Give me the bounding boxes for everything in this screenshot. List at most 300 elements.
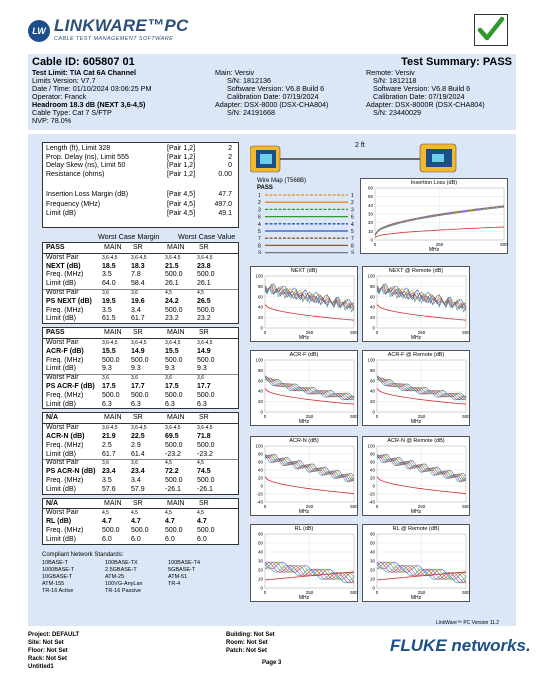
y-tick-label: -20	[368, 491, 375, 497]
graph-plot	[251, 267, 359, 343]
row-value: 500.0	[131, 356, 149, 364]
length-label: 2 ft	[355, 142, 365, 149]
graph-plot	[363, 351, 471, 427]
measurement-table	[42, 327, 239, 409]
row-value: 500.0	[197, 526, 215, 534]
main-cal: Calibration Date: 07/19/2024	[227, 92, 319, 101]
row-value: 3,6	[102, 375, 109, 382]
y-tick-label: 80	[257, 283, 263, 289]
row-value: 500.0	[197, 391, 215, 399]
summary-pair: [Pair 1,2]	[167, 153, 196, 161]
y-tick-label: 80	[369, 451, 375, 457]
linkware-badge: LW	[28, 20, 50, 42]
y-tick-label: 60	[367, 185, 373, 191]
footer-room: Room: Not Set	[226, 640, 268, 646]
x-tick-label: 0	[375, 414, 379, 419]
summary-value: 497.0	[214, 200, 232, 208]
graph-plot	[251, 351, 359, 427]
standard-item: ATM-51	[168, 574, 188, 580]
wire-map-status: PASS	[257, 185, 273, 191]
main-unit: Main: Versiv	[215, 68, 255, 77]
cable-id: Cable ID: 605807 01	[32, 56, 135, 68]
y-tick-label: 40	[369, 549, 375, 555]
row-value: 9.3	[165, 365, 175, 373]
block-status: PASS	[46, 329, 65, 337]
y-tick-label: 20	[369, 567, 375, 573]
pass-check-icon	[474, 14, 508, 46]
row-value: 3,6	[197, 375, 204, 382]
summary-pair: [Pair 1,2]	[167, 145, 196, 152]
row-value: 500.0	[197, 306, 215, 314]
x-tick-label: 250	[417, 414, 426, 419]
row-value: 500.0	[165, 476, 183, 484]
row-value: 58.4	[131, 280, 145, 288]
wire-pin-left: 5	[258, 229, 261, 235]
x-tick-label: 250	[417, 330, 426, 335]
graph-x-unit: MHz	[298, 335, 310, 341]
graph-plot	[363, 267, 471, 343]
summary-label: Length (ft), Limit 328	[46, 145, 111, 152]
wire-map-title: Wire Map (T568B)	[257, 178, 307, 184]
row-value: 4.7	[165, 518, 175, 526]
row-value: 3,6-4,5	[165, 254, 181, 261]
x-tick-label: 250	[417, 504, 426, 509]
column-header: SR	[199, 244, 209, 251]
row-label: Worst Pair	[46, 509, 79, 517]
row-value: 3,6	[165, 375, 172, 382]
row-value: -26.1	[197, 485, 213, 493]
row-value: 61.5	[102, 315, 116, 323]
remote-sw: Software Version: V6.8 Build 6	[373, 84, 471, 93]
standard-item: 100BASE-TX	[105, 560, 138, 566]
column-header: SR	[199, 414, 209, 422]
row-value: 23.2	[165, 315, 179, 323]
y-tick-label: 30	[367, 211, 373, 217]
summary-value: 47.7	[218, 191, 232, 198]
row-value: 2.9	[131, 441, 141, 449]
wire-pin-right: 3	[351, 207, 354, 214]
wire-map-diagram	[256, 178, 358, 254]
graph-plot	[251, 437, 359, 517]
row-value: 17.5	[102, 382, 116, 390]
graph-title: ACR-F (dB)	[289, 352, 319, 358]
y-tick-label: 40	[257, 304, 263, 310]
row-value: 6.0	[131, 535, 141, 543]
row-value: 500.0	[197, 441, 215, 449]
column-header: MAIN	[104, 414, 122, 422]
y-tick-label: 40	[257, 549, 263, 555]
column-header: MAIN	[167, 329, 185, 337]
wire-pin-left: 6	[258, 214, 261, 221]
remote-unit: Remote: Versiv	[366, 68, 415, 77]
row-value: 4,5	[165, 510, 172, 517]
row-value: 4,5	[102, 510, 109, 517]
footer-building: Building: Not Set	[226, 632, 275, 638]
row-value: 3,6-4,5	[102, 425, 118, 432]
row-value: 500.0	[102, 391, 120, 399]
y-tick-label: 0	[260, 325, 263, 331]
row-value: 26.1	[165, 280, 179, 288]
row-label: ACR-F (dB)	[46, 347, 84, 355]
test-limit: Test Limit: TIA Cat 6A Channel	[32, 68, 136, 77]
cable-type: Cable Type: Cat 7 S/FTP	[32, 108, 112, 117]
summary-value: 49.1	[218, 210, 232, 217]
row-label: Freq. (MHz)	[46, 476, 84, 484]
graph-title: ACR-F @ Remote (dB)	[387, 352, 445, 358]
y-tick-label: -40	[256, 499, 263, 505]
column-header: SR	[133, 414, 143, 422]
row-value: 4,5	[165, 460, 172, 467]
y-tick-label: 20	[257, 475, 263, 481]
row-value: 3,6	[131, 290, 138, 296]
y-tick-label: 60	[257, 294, 263, 300]
graph-x-unit: MHz	[298, 509, 310, 515]
standard-item: 100VG-AnyLan	[105, 581, 143, 587]
column-header: MAIN	[104, 244, 122, 251]
x-tick-label: 0	[263, 414, 267, 419]
y-tick-label: 60	[369, 378, 375, 384]
row-value: 3.5	[102, 306, 112, 314]
x-tick-label: 250	[305, 504, 314, 509]
row-value: 3,6-4,5	[131, 425, 147, 432]
graph-title: RL (dB)	[294, 526, 314, 532]
footer-floor: Floor: Not Set	[28, 648, 68, 654]
wire-pin-left: 1	[258, 193, 261, 199]
row-label: Freq. (MHz)	[46, 526, 84, 534]
row-value: 3.4	[131, 476, 141, 484]
summary-pair: [Pair 4,5]	[167, 200, 196, 208]
wire-pin-right: S	[351, 250, 355, 254]
wire-pin-left: S	[258, 250, 262, 254]
row-value: 500.0	[131, 526, 149, 534]
graph-5	[250, 436, 358, 516]
y-tick-label: 0	[370, 237, 373, 243]
wire-pin-right: 4	[351, 221, 354, 228]
x-tick-label: 0	[263, 504, 267, 509]
row-value: 500.0	[197, 271, 215, 279]
y-tick-label: 80	[257, 451, 263, 457]
row-value: 500.0	[131, 391, 149, 399]
version-label: LinkWare™ PC Version 11.2	[436, 620, 500, 626]
standard-item: TR-16 Active	[42, 588, 74, 594]
nvp: NVP: 78.0%	[32, 116, 72, 125]
row-value: 6.0	[197, 535, 207, 543]
footer-patch: Patch: Not Set	[226, 648, 268, 654]
graph-plot	[363, 525, 471, 603]
summary-label: Frequency (MHz)	[46, 200, 101, 208]
block-status: N/A	[46, 499, 59, 507]
row-value: -26.1	[165, 485, 181, 493]
x-tick-label: 250	[305, 590, 314, 595]
graph-1	[250, 266, 358, 342]
graph-title: NEXT @ Remote (dB)	[388, 268, 444, 274]
row-label: Limit (dB)	[46, 535, 76, 543]
summary-value: 0.00	[218, 170, 232, 178]
row-value: 26.1	[197, 280, 211, 288]
remote-cal: Calibration Date: 07/19/2024	[373, 92, 465, 101]
row-label: ACR-N (dB)	[46, 432, 85, 440]
row-value: 500.0	[197, 356, 215, 364]
row-value: 4.7	[102, 518, 112, 526]
summary-label: Prop. Delay (ns), Limit 555	[46, 153, 129, 161]
x-tick-label: 500	[350, 590, 358, 595]
row-value: 61.7	[102, 450, 116, 458]
y-tick-label: 60	[257, 378, 263, 384]
wire-pin-right: 5	[351, 229, 354, 235]
remote-adapter: Adapter: DSX-8000R (DSX-CHA804)	[366, 100, 485, 109]
row-value: 7.8	[131, 271, 141, 279]
row-label: Worst Pair	[46, 459, 79, 467]
y-tick-label: 10	[367, 228, 373, 234]
y-tick-label: 50	[369, 540, 375, 546]
y-tick-label: 60	[369, 531, 375, 537]
standard-item: ATM-155	[42, 581, 65, 587]
row-value: 23.4	[102, 468, 116, 476]
standard-item: 2.5GBASE-T	[105, 567, 137, 573]
row-value: 17.5	[165, 382, 179, 390]
row-value: 4,5	[131, 510, 138, 517]
y-tick-label: 10	[369, 576, 375, 582]
row-label: Limit (dB)	[46, 280, 76, 288]
row-label: PS ACR-N (dB)	[46, 468, 96, 476]
y-tick-label: 20	[257, 399, 263, 405]
x-tick-label: 250	[305, 414, 314, 419]
wire-map	[256, 178, 358, 254]
row-value: 64.0	[102, 280, 116, 288]
row-value: 17.7	[197, 382, 211, 390]
row-value: 500.0	[197, 476, 215, 484]
column-header: SR	[133, 329, 143, 337]
y-tick-label: 10	[257, 576, 263, 582]
summary-label: Limit (dB)	[46, 210, 76, 217]
row-value: 57.6	[102, 485, 116, 493]
standard-item: TR-16 Passive	[105, 588, 142, 594]
row-value: 72.2	[165, 468, 179, 476]
row-label: Worst Pair	[46, 289, 79, 296]
page-number: Page 3	[262, 660, 282, 666]
app-title: LINKWARE™PC	[54, 16, 189, 35]
row-value: 500.0	[165, 526, 183, 534]
row-value: 3,6	[131, 460, 138, 467]
row-value: 9.3	[102, 365, 112, 373]
row-value: 23.4	[131, 468, 145, 476]
x-tick-label: 500	[462, 590, 470, 595]
measurement-table	[42, 242, 239, 324]
row-label: Freq. (MHz)	[46, 356, 84, 364]
y-tick-label: 20	[369, 399, 375, 405]
row-value: 23.2	[197, 315, 211, 323]
x-tick-label: 500	[350, 504, 358, 509]
y-tick-label: 80	[369, 283, 375, 289]
y-tick-label: 100	[255, 357, 263, 363]
row-value: 17.7	[131, 382, 145, 390]
x-tick-label: 0	[263, 330, 267, 335]
y-tick-label: 0	[260, 409, 263, 415]
wire-pin-left: 7	[258, 236, 261, 243]
row-label: NEXT (dB)	[46, 262, 81, 270]
row-label: Freq. (MHz)	[46, 271, 84, 279]
summary-table	[42, 142, 239, 228]
graph-3	[250, 350, 358, 426]
app-subtitle: CABLE TEST MANAGEMENT SOFTWARE	[54, 36, 174, 42]
x-tick-label: 0	[263, 590, 267, 595]
graph-8	[362, 524, 470, 602]
x-tick-label: 500	[500, 242, 508, 247]
graph-x-unit: MHz	[410, 509, 422, 515]
row-value: 3,6-4,5	[102, 254, 118, 261]
row-value: 6.0	[102, 535, 112, 543]
row-value: 500.0	[165, 271, 183, 279]
row-value: 3,6-4,5	[165, 425, 181, 432]
y-tick-label: 60	[257, 459, 263, 465]
x-tick-label: 250	[417, 590, 426, 595]
row-value: 3,6-4,5	[197, 339, 213, 346]
row-value: 500.0	[165, 391, 183, 399]
y-tick-label: 60	[257, 531, 263, 537]
main-sn: S/N: 1812136	[227, 76, 271, 85]
summary-value: 0	[228, 162, 232, 169]
row-value: 4,5	[165, 290, 172, 296]
wire-pin-left: 8	[258, 243, 261, 250]
test-summary: Test Summary: PASS	[401, 56, 512, 68]
row-value: 19.6	[131, 297, 145, 305]
fluke-logo: FLUKE networks.	[390, 636, 531, 655]
row-label: Limit (dB)	[46, 450, 76, 458]
standard-item: 100BASE-T4	[168, 560, 201, 566]
y-tick-label: 40	[367, 202, 373, 208]
row-value: 74.5	[197, 468, 211, 476]
standard-item: 10GBASE-T	[42, 574, 73, 580]
graph-title: RL @ Remote (dB)	[392, 526, 440, 532]
y-tick-label: 40	[257, 467, 263, 473]
block-status: N/A	[46, 414, 59, 422]
y-tick-label: 20	[367, 220, 373, 226]
summary-value: 2	[228, 153, 232, 161]
summary-pair: [Pair 1,2]	[167, 170, 196, 178]
row-value: -23.2	[197, 450, 213, 458]
graph-title: ACR-N (dB)	[289, 438, 319, 444]
row-label: PS ACR-F (dB)	[46, 382, 95, 390]
footer-untitled: Untitled1	[28, 664, 54, 670]
summary-pair: [Pair 4,5]	[167, 191, 196, 198]
y-tick-label: 0	[372, 483, 375, 489]
row-value: 69.5	[165, 432, 179, 440]
x-tick-label: 500	[462, 504, 470, 509]
y-tick-label: 80	[257, 367, 263, 373]
row-value: 6.3	[131, 400, 141, 408]
wire-pin-right: 6	[351, 214, 354, 221]
cable-diagram	[250, 140, 508, 180]
main-adapter-sn: S/N: 24191668	[227, 108, 275, 117]
y-tick-label: 60	[369, 459, 375, 465]
wire-pin-right: 2	[351, 200, 354, 207]
row-label: Worst Pair	[46, 424, 79, 432]
row-value: 6.3	[102, 400, 112, 408]
y-tick-label: -20	[256, 491, 263, 497]
y-tick-label: 30	[257, 558, 263, 564]
y-tick-label: 40	[257, 388, 263, 394]
y-tick-label: 20	[369, 475, 375, 481]
row-value: 21.9	[102, 432, 116, 440]
row-value: 14.9	[197, 347, 211, 355]
measurement-table	[42, 412, 239, 494]
summary-pair: [Pair 1,2]	[167, 162, 196, 169]
y-tick-label: 0	[372, 409, 375, 415]
standard-item: 5GBASE-T	[168, 567, 196, 573]
row-value: 15.5	[102, 347, 116, 355]
column-header: SR	[133, 499, 143, 507]
headroom: Headroom 18.3 dB (NEXT 3,6-4,5)	[32, 100, 146, 109]
footer-project: Project: DEFAULT	[28, 632, 80, 638]
row-value: 4,5	[197, 460, 204, 467]
row-value: 26.5	[197, 297, 211, 305]
main-adapter: Adapter: DSX-8000 (DSX-CHA804)	[215, 100, 329, 109]
x-tick-label: 500	[350, 330, 358, 335]
row-label: Limit (dB)	[46, 400, 76, 408]
row-value: 4.7	[131, 518, 141, 526]
row-value: 500.0	[165, 356, 183, 364]
row-value: 3,6-4,5	[165, 339, 181, 346]
row-value: 6.3	[165, 400, 175, 408]
y-tick-label: 100	[255, 443, 263, 449]
row-value: 500.0	[102, 526, 120, 534]
row-value: 23.8	[197, 262, 211, 270]
graph-6	[362, 436, 470, 516]
row-value: 3,6	[102, 460, 109, 467]
wire-pin-left: 2	[258, 200, 261, 207]
y-tick-label: 20	[257, 315, 263, 321]
row-label: Freq. (MHz)	[46, 441, 84, 449]
x-tick-label: 500	[462, 330, 470, 335]
y-tick-label: 40	[369, 388, 375, 394]
graph-x-unit: MHz	[410, 419, 422, 425]
wire-pin-left: 4	[258, 221, 261, 228]
x-tick-label: 0	[375, 590, 379, 595]
row-value: 3,6-4,5	[131, 339, 147, 346]
column-header: SR	[133, 244, 143, 251]
row-label: PS NEXT (dB)	[46, 297, 92, 305]
row-value: 4,5	[197, 510, 204, 517]
main-sw: Software Version: V6.8 Build 6	[227, 84, 325, 93]
row-value: 4.7	[197, 518, 207, 526]
graph-title: NEXT (dB)	[290, 268, 318, 274]
x-tick-label: 0	[375, 504, 379, 509]
row-value: 71.8	[197, 432, 211, 440]
row-label: Worst Pair	[46, 338, 79, 346]
remote-adapter-sn: S/N: 23440029	[373, 108, 421, 117]
row-value: 3,6-4,5	[131, 254, 147, 261]
operator: Operator: Franck	[32, 92, 87, 101]
row-value: 15.5	[165, 347, 179, 355]
row-value: 500.0	[165, 306, 183, 314]
row-value: 500.0	[102, 356, 120, 364]
worst-value-header: Worst Case Value	[178, 232, 236, 241]
row-value: 57.9	[131, 485, 145, 493]
graph-x-unit: MHz	[428, 247, 440, 253]
column-header: MAIN	[167, 499, 185, 507]
summary-label: Insertion Loss Margin (dB)	[46, 191, 129, 198]
standard-item: 1000BASE-T	[42, 567, 75, 573]
y-tick-label: -40	[368, 499, 375, 505]
row-value: -23.2	[165, 450, 181, 458]
graph-plot	[363, 437, 471, 517]
row-value: 3,6	[131, 375, 138, 382]
graph-plot	[361, 179, 509, 255]
test-header	[28, 54, 516, 130]
row-value: 4,5	[197, 290, 204, 296]
graph-x-unit: MHz	[298, 595, 310, 601]
row-value: 6.0	[165, 535, 175, 543]
